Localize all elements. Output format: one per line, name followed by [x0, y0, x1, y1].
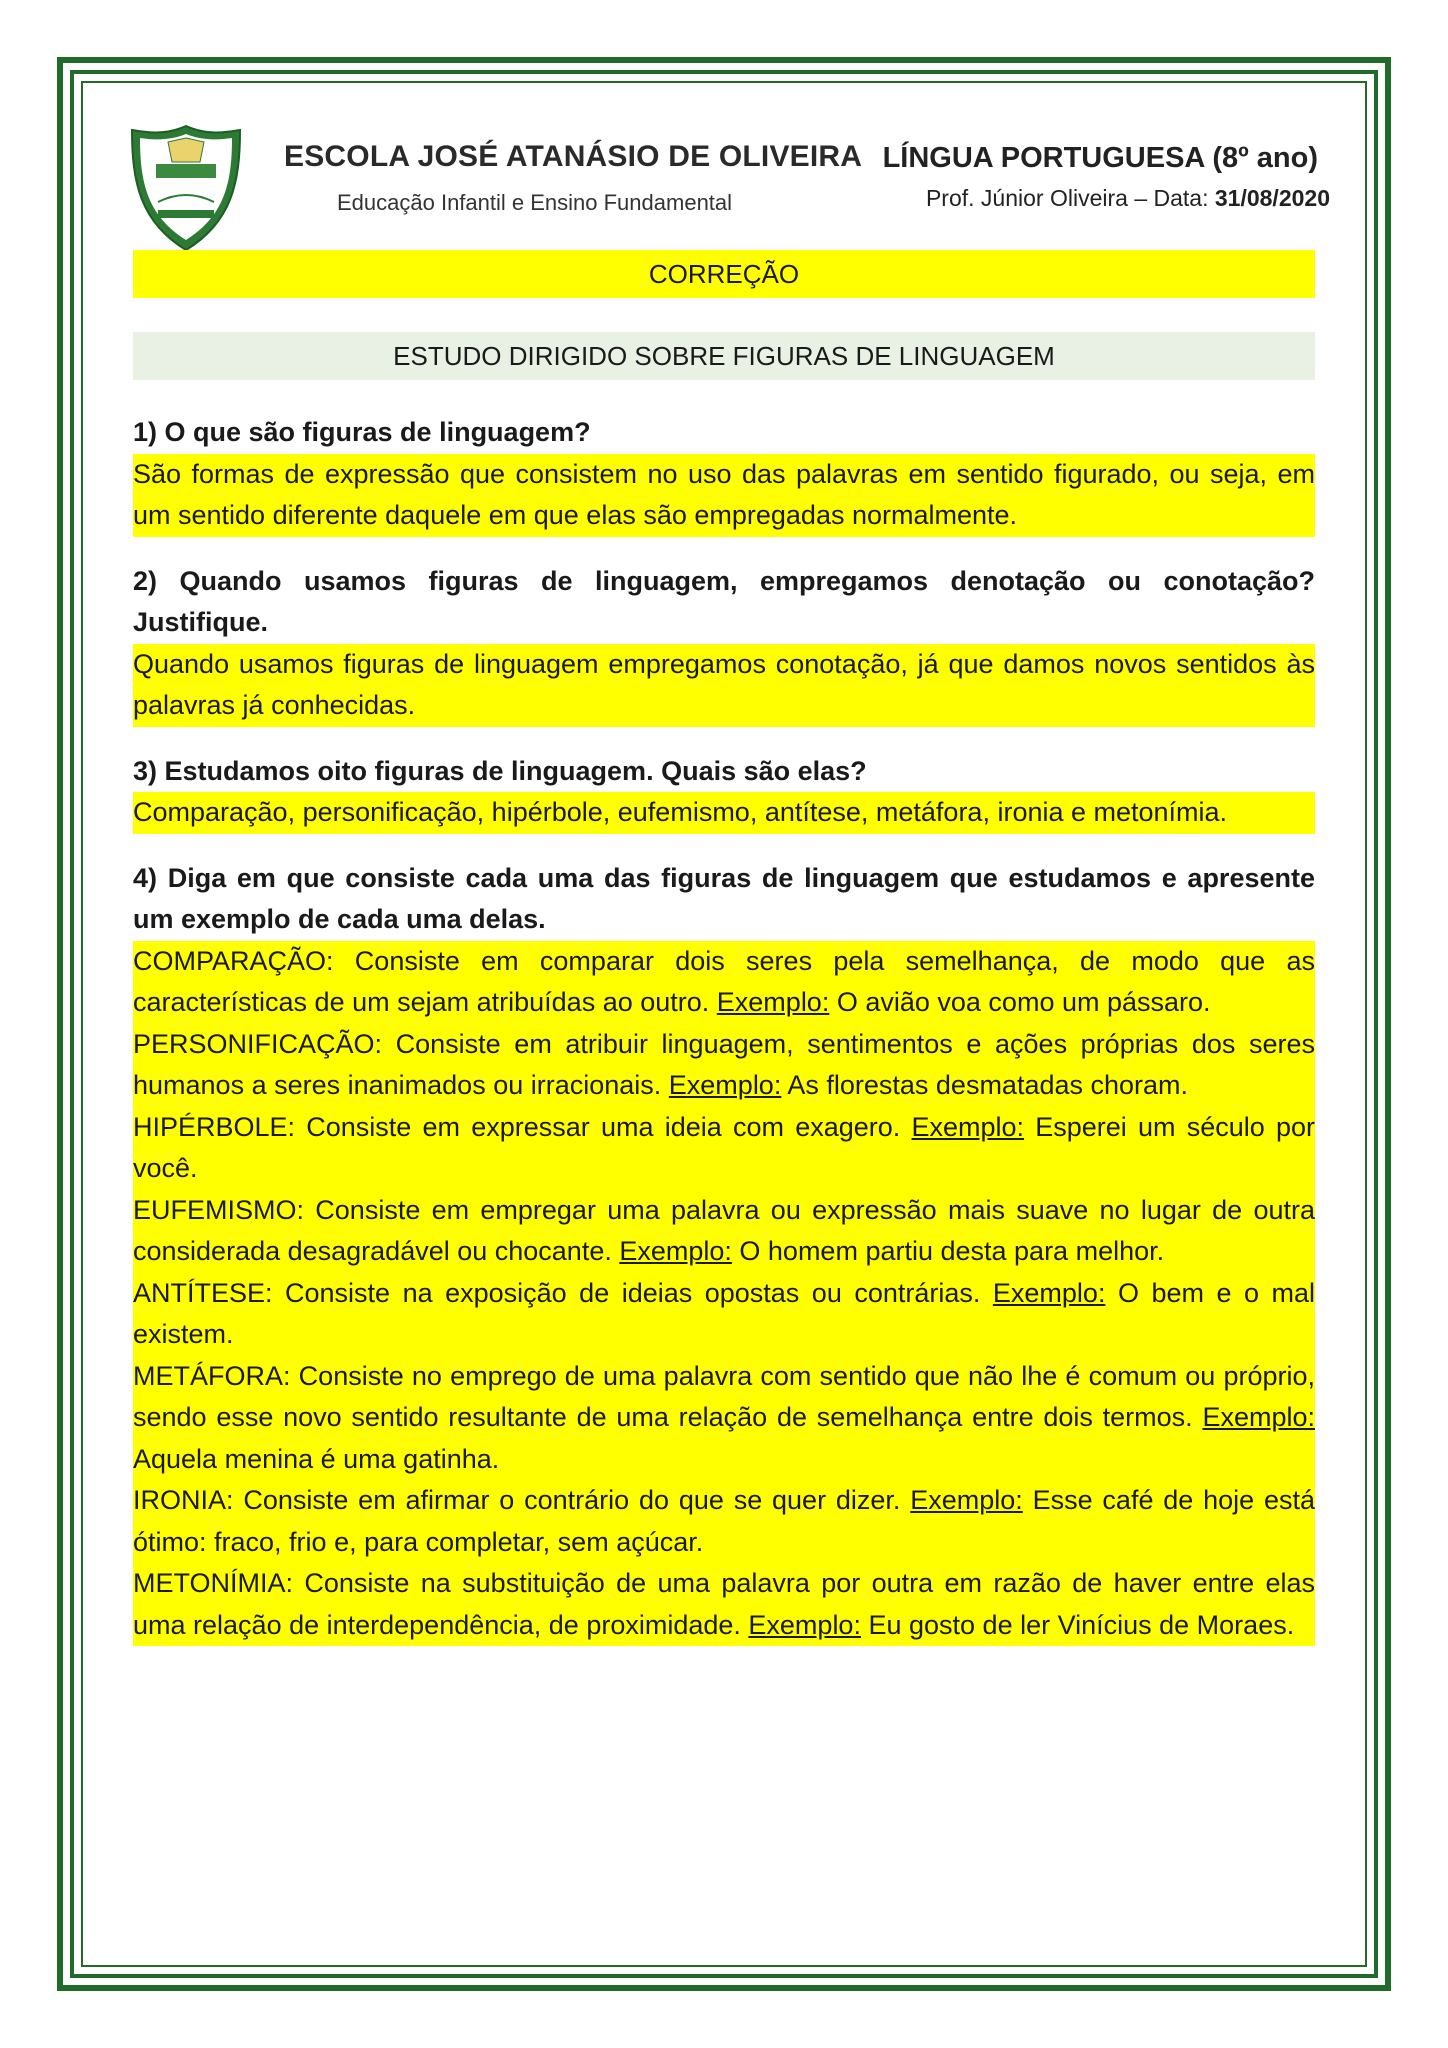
figure-example: O avião voa como um pássaro.: [829, 987, 1211, 1017]
figure-item: [133, 1356, 1315, 1481]
figure-item: [133, 1107, 1315, 1190]
figure-definition: Consiste em empregar uma palavra ou expressão mais suave no lugar de outra considerada desagradável ou chocante.: [133, 1194, 1315, 1266]
figure-definition: Consiste em atribuir linguagem, sentimentos e ações próprias dos seres humanos a seres inanimados ou irracionais.: [133, 1028, 1315, 1100]
example-label: Exemplo:: [1202, 1402, 1315, 1432]
school-subtitle: Educação Infantil e Ensino Fundamental: [337, 190, 733, 215]
question-3: 3) Estudamos oito figuras de linguagem. Quais são elas?: [133, 755, 867, 786]
figure-example: Aquela menina é uma gatinha.: [133, 1443, 500, 1474]
figure-item: [133, 1480, 1315, 1563]
figure-example: O homem partiu desta para melhor.: [731, 1236, 1165, 1266]
figure-item: [133, 1190, 1315, 1273]
question-2: 2) Quando usamos figuras de linguagem, empregamos denotação ou conotação? Justifique.: [133, 565, 1315, 637]
teacher-date-line: [926, 185, 1330, 212]
figure-example: Esperei um século por você.: [133, 1111, 1316, 1183]
figure-term: IRONIA:: [133, 1485, 234, 1515]
figure-term: HIPÉRBOLE:: [133, 1111, 296, 1142]
figure-term: ANTÍTESE:: [133, 1277, 273, 1308]
figure-example: O bem e o mal existem.: [133, 1277, 1315, 1349]
figure-term: PERSONIFICAÇÃO:: [133, 1028, 383, 1059]
correction-banner: CORREÇÃO: [133, 250, 1315, 298]
question-1: 1) O que são figuras de linguagem?: [133, 417, 591, 447]
figure-item: [133, 1273, 1315, 1356]
figure-example: Eu gosto de ler Vinícius de Moraes.: [860, 1609, 1295, 1640]
school-crest-logo: [128, 122, 244, 254]
worksheet-title: ESTUDO DIRIGIDO SOBRE FIGURAS DE LINGUAGEM: [133, 332, 1315, 380]
date: 31/08/2020: [1214, 185, 1330, 211]
figure-example: As florestas desmatadas choram.: [781, 1070, 1189, 1100]
figure-item: [133, 1024, 1315, 1107]
figure-term: EUFEMISMO:: [133, 1194, 305, 1225]
figure-term: METÁFORA:: [133, 1360, 291, 1391]
figure-definition: Consiste em afirmar o contrário do que se quer dizer.: [233, 1485, 911, 1515]
example-label: Exemplo:: [992, 1277, 1106, 1308]
figure-definition: Consiste na substituição de uma palavra por outra em razão de haver entre elas uma relação de interdependência, de proximidade.: [133, 1568, 1315, 1640]
figure-term: COMPARAÇÃO:: [133, 945, 334, 976]
example-label: Exemplo:: [911, 1111, 1025, 1142]
figure-definition: Consiste na exposição de ideias opostas ou contrárias.: [272, 1277, 993, 1308]
teacher-name: Prof. Júnior Oliveira – Data:: [925, 185, 1215, 211]
example-label: Exemplo:: [748, 1609, 861, 1640]
question-4: 4) Diga em que consiste cada uma das figuras de linguagem que estudamos e apresente um exemplo de cada uma delas.: [133, 862, 1315, 934]
figure-item: [133, 941, 1315, 1024]
example-label: Exemplo:: [910, 1485, 1023, 1515]
figure-definition: Consiste em expressar uma ideia com exagero.: [295, 1111, 912, 1142]
answer-4: [133, 941, 1315, 1647]
figure-definition: Consiste em comparar dois seres pela semelhança, de modo que as características de um sejam atribuídas ao outro.: [133, 945, 1315, 1017]
worksheet-content: [133, 412, 1315, 1646]
figure-term: METONÍMIA:: [133, 1568, 294, 1598]
example-label: Exemplo:: [716, 987, 830, 1017]
figure-definition: Consiste no emprego de uma palavra com sentido que não lhe é comum ou próprio, sendo esse novo sentido resultante de uma relação de semelhança entre dois termos.: [133, 1360, 1315, 1432]
figure-item: [133, 1563, 1315, 1646]
example-label: Exemplo:: [668, 1070, 782, 1100]
answer-2: Quando usamos figuras de linguagem empregamos conotação, já que damos novos sentidos às palavras já conhecidas.: [133, 644, 1315, 727]
figure-example: Esse café de hoje está ótimo: fraco, frio e, para completar, sem açúcar.: [133, 1485, 1315, 1557]
answer-1: São formas de expressão que consistem no uso das palavras em sentido figurado, ou seja, em um sentido diferente daquele em que elas são empregadas normalmente.: [133, 454, 1315, 537]
answer-3: Comparação, personificação, hipérbole, eufemismo, antítese, metáfora, ironia e metonímia.: [133, 792, 1315, 834]
example-label: Exemplo:: [619, 1236, 732, 1266]
subject-title: LÍNGUA PORTUGUESA (8º ano): [882, 142, 1318, 174]
school-name: ESCOLA JOSÉ ATANÁSIO DE OLIVEIRA: [284, 140, 863, 173]
